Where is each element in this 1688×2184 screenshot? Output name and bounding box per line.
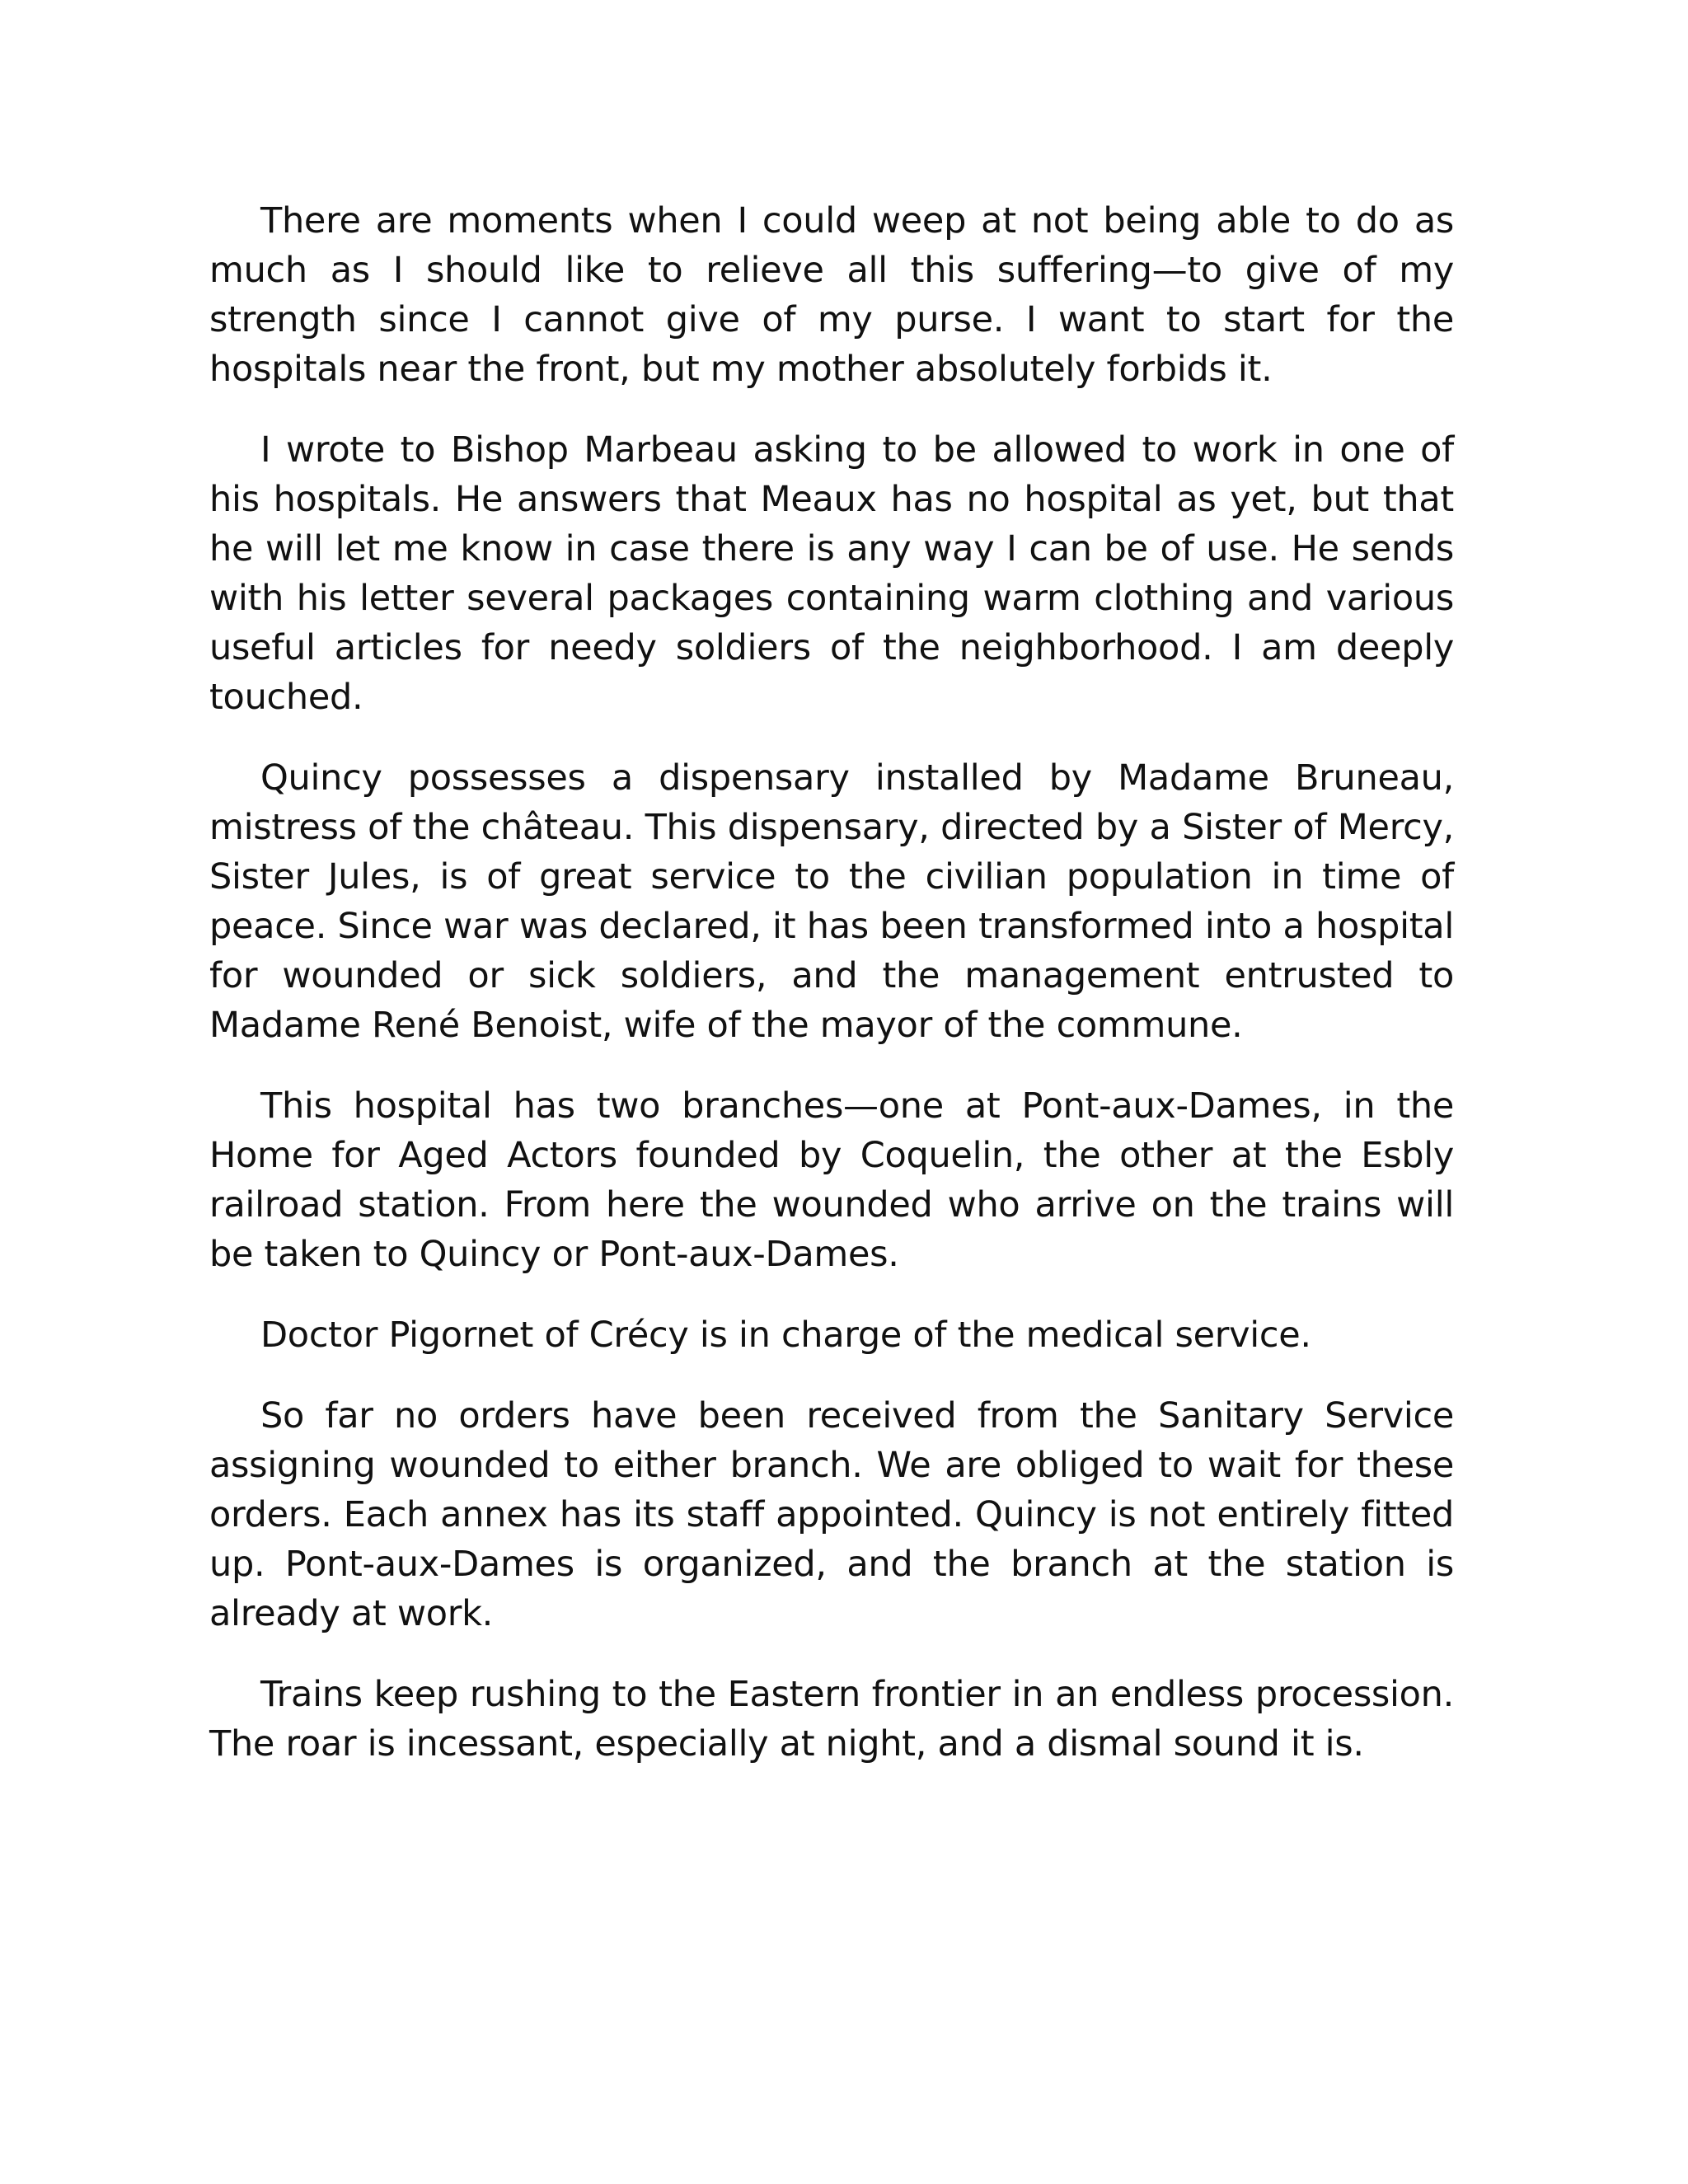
paragraph-3: Quincy possesses a dispensary installed by Madame Bruneau, mistress of the château. This dispensary, directed by a Sister of Mercy, Sister Jules, is of great service to the civilian population in time of peace. Since war was declared, it has been transformed into a hospital for wounded or sick soldiers, and the management entrusted to Madame René Benoist, wife of the mayor of the commune.	[209, 757, 1454, 1046]
paragraph-4: This hospital has two branches—one at Pont-aux-Dames, in the Home for Aged Actors founded by Coquelin, the other at the Esbly railroad station. From here the wounded who arrive on the trains will be taken to Quincy or Pont-aux-Dames.	[209, 1085, 1454, 1275]
paragraph-2: I wrote to Bishop Marbeau asking to be allowed to work in one of his hospitals. He answers that Meaux has no hospital as yet, but that he will let me know in case there is any way I can be of use. He sends with his letter several packages containing warm clothing and various useful articles for needy soldiers of the neighborhood. I am deeply touched.	[209, 429, 1454, 718]
paragraph-5: Doctor Pigornet of Crécy is in charge of the medical service.	[260, 1315, 1311, 1356]
paragraph-6: So far no orders have been received from the Sanitary Service assigning wounded to either branch. We are obliged to wait for these orders. Each annex has its staff appointed. Quincy is not entirely fitted up. Pont-aux-Dames is organized, and the branch at the station is already at work.	[209, 1395, 1454, 1634]
body-text	[209, 196, 1454, 1800]
paragraph-1: There are moments when I could weep at not being able to do as much as I should like to relieve all this suffering—to give of my strength since I cannot give of my purse. I want to start for the hospitals near the front, but my mother absolutely forbids it.	[209, 200, 1454, 390]
paragraph-7: Trains keep rushing to the Eastern frontier in an endless procession. The roar is incessant, especially at night, and a dismal sound it is.	[209, 1674, 1454, 1765]
